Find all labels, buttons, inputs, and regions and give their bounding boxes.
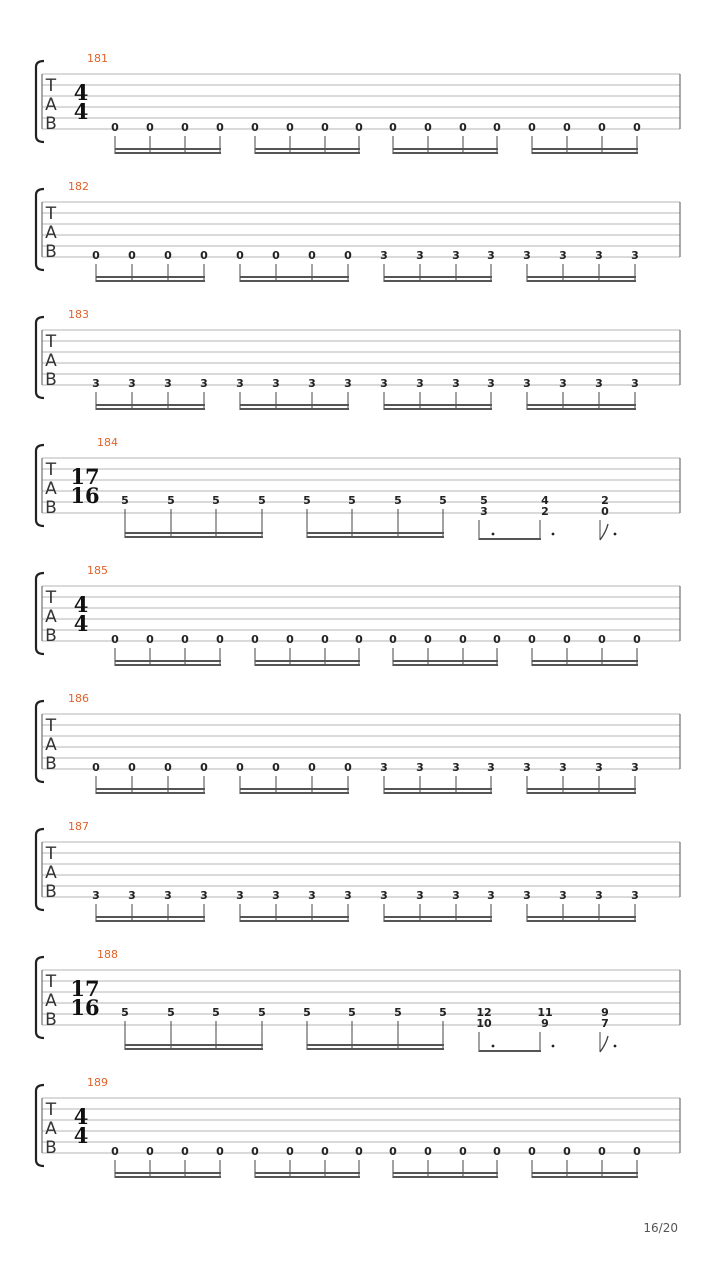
beam-secondary xyxy=(393,1172,498,1174)
fret-number: 0 xyxy=(424,121,432,134)
system-bracket xyxy=(36,317,44,398)
fret-number: 3 xyxy=(272,889,280,902)
fret-number: 5 xyxy=(303,494,311,507)
measure-number: 187 xyxy=(68,820,89,833)
fret-number: 5 xyxy=(439,1006,447,1019)
chord-fret-lower: 10 xyxy=(476,1017,492,1030)
measure-number: 186 xyxy=(68,692,89,705)
clef-b: B xyxy=(45,242,57,262)
beam-secondary xyxy=(96,404,205,406)
clef-t: T xyxy=(45,332,57,352)
clef-b: B xyxy=(45,754,57,774)
beam-secondary xyxy=(527,916,636,918)
system-bracket xyxy=(36,829,44,910)
fret-number: 0 xyxy=(200,761,208,774)
chord-fret-lower: 7 xyxy=(601,1017,609,1030)
clef-b: B xyxy=(45,498,57,518)
beam-secondary xyxy=(532,148,638,150)
fret-number: 3 xyxy=(128,889,136,902)
clef-t: T xyxy=(45,844,57,864)
chord-fret-upper: 2 xyxy=(601,494,609,507)
clef-b: B xyxy=(45,1010,57,1030)
fret-number: 3 xyxy=(452,761,460,774)
fret-number: 0 xyxy=(424,633,432,646)
fret-number: 3 xyxy=(128,377,136,390)
beam-primary xyxy=(532,1176,638,1178)
beam-secondary xyxy=(393,148,498,150)
beam-secondary xyxy=(240,404,349,406)
fret-number: 5 xyxy=(348,494,356,507)
fret-number: 5 xyxy=(303,1006,311,1019)
clef-a: A xyxy=(45,991,57,1011)
fret-number: 0 xyxy=(563,1145,571,1158)
chord-fret-lower: 2 xyxy=(541,505,549,518)
beam-primary xyxy=(115,664,221,666)
fret-number: 0 xyxy=(200,249,208,262)
beam-primary xyxy=(532,664,638,666)
fret-number: 0 xyxy=(286,633,294,646)
beam-primary xyxy=(96,280,205,282)
fret-number: 0 xyxy=(216,121,224,134)
beam-primary xyxy=(125,1048,263,1050)
fret-number: 0 xyxy=(598,1145,606,1158)
fret-number: 3 xyxy=(487,377,495,390)
fret-number: 3 xyxy=(200,889,208,902)
beam-secondary xyxy=(240,788,349,790)
fret-number: 3 xyxy=(452,249,460,262)
beam-primary xyxy=(115,1176,221,1178)
beam-secondary xyxy=(307,1044,444,1046)
beam-primary xyxy=(307,1048,444,1050)
system-bracket xyxy=(36,1085,44,1166)
fret-number: 3 xyxy=(487,761,495,774)
fret-number: 3 xyxy=(487,889,495,902)
fret-number: 0 xyxy=(272,249,280,262)
fret-number: 0 xyxy=(424,1145,432,1158)
fret-number: 0 xyxy=(528,121,536,134)
system-bracket xyxy=(36,61,44,142)
fret-number: 3 xyxy=(559,761,567,774)
beam-primary xyxy=(393,664,498,666)
clef-a: A xyxy=(45,479,57,499)
clef-t: T xyxy=(45,76,57,96)
measure-number: 188 xyxy=(97,948,118,961)
system-bracket xyxy=(36,573,44,654)
fret-number: 0 xyxy=(216,633,224,646)
fret-number: 0 xyxy=(344,761,352,774)
tab-system xyxy=(36,820,680,922)
fret-number: 0 xyxy=(286,1145,294,1158)
chord-fret-upper: 11 xyxy=(537,1006,553,1019)
beam-primary xyxy=(96,408,205,410)
fret-number: 5 xyxy=(121,1006,129,1019)
measure-number: 185 xyxy=(87,564,108,577)
fret-number: 3 xyxy=(308,889,316,902)
beam-primary xyxy=(96,792,205,794)
fret-number: 0 xyxy=(308,761,316,774)
clef-a: A xyxy=(45,607,57,627)
time-sig-denominator: 16 xyxy=(70,995,100,1020)
beam-primary xyxy=(393,152,498,154)
beam-secondary xyxy=(532,660,638,662)
clef-t: T xyxy=(45,460,57,480)
fret-number: 0 xyxy=(528,633,536,646)
measure-number: 189 xyxy=(87,1076,108,1089)
measure-number: 183 xyxy=(68,308,89,321)
fret-number: 3 xyxy=(272,377,280,390)
beam-secondary xyxy=(532,1172,638,1174)
fret-number: 0 xyxy=(286,121,294,134)
dot xyxy=(552,533,555,536)
clef-a: A xyxy=(45,95,57,115)
beam-secondary xyxy=(384,788,492,790)
dot xyxy=(614,1045,617,1048)
chord-fret-upper: 9 xyxy=(601,1006,609,1019)
chord-fret-upper: 12 xyxy=(476,1006,492,1019)
fret-number: 0 xyxy=(92,249,100,262)
time-sig-denominator: 16 xyxy=(70,483,100,508)
clef-a: A xyxy=(45,223,57,243)
time-sig-numerator: 4 xyxy=(73,80,89,105)
time-sig-numerator: 17 xyxy=(70,976,100,1001)
fret-number: 3 xyxy=(631,249,639,262)
fret-number: 0 xyxy=(493,633,501,646)
beam-primary xyxy=(384,792,492,794)
fret-number: 5 xyxy=(167,1006,175,1019)
clef-t: T xyxy=(45,972,57,992)
fret-number: 3 xyxy=(380,249,388,262)
beam-primary xyxy=(255,152,360,154)
fret-number: 0 xyxy=(344,249,352,262)
fret-number: 0 xyxy=(459,1145,467,1158)
fret-number: 3 xyxy=(344,377,352,390)
beam-secondary xyxy=(96,276,205,278)
beam-primary xyxy=(240,280,349,282)
beam-secondary xyxy=(527,276,636,278)
fret-number: 3 xyxy=(559,377,567,390)
system-bracket xyxy=(36,189,44,270)
beam-secondary xyxy=(527,404,636,406)
beam-primary xyxy=(527,792,636,794)
fret-number: 3 xyxy=(164,377,172,390)
beam-primary xyxy=(384,408,492,410)
clef-t: T xyxy=(45,716,57,736)
system-bracket xyxy=(36,701,44,782)
beam-primary xyxy=(384,280,492,282)
fret-number: 0 xyxy=(164,761,172,774)
fret-number: 3 xyxy=(452,377,460,390)
system-bracket xyxy=(36,445,44,526)
fret-number: 0 xyxy=(236,249,244,262)
fret-number: 3 xyxy=(523,761,531,774)
beam-primary xyxy=(255,1176,360,1178)
beam-secondary xyxy=(240,276,349,278)
chord-fret-lower: 9 xyxy=(541,1017,549,1030)
fret-number: 0 xyxy=(164,249,172,262)
time-sig-numerator: 4 xyxy=(73,1104,89,1129)
clef-b: B xyxy=(45,370,57,390)
fret-number: 5 xyxy=(121,494,129,507)
beam-primary xyxy=(384,920,492,922)
fret-number: 3 xyxy=(595,249,603,262)
fret-number: 0 xyxy=(633,121,641,134)
fret-number: 3 xyxy=(236,889,244,902)
fret-number: 0 xyxy=(128,249,136,262)
fret-number: 0 xyxy=(321,1145,329,1158)
measure-number: 184 xyxy=(97,436,118,449)
fret-number: 0 xyxy=(355,633,363,646)
fret-number: 3 xyxy=(416,889,424,902)
beam-primary xyxy=(125,536,263,538)
beam-primary xyxy=(527,920,636,922)
fret-number: 3 xyxy=(200,377,208,390)
fret-number: 0 xyxy=(251,1145,259,1158)
time-sig-numerator: 4 xyxy=(73,592,89,617)
clef-t: T xyxy=(45,1100,57,1120)
time-sig-denominator: 4 xyxy=(73,611,89,636)
fret-number: 0 xyxy=(111,1145,119,1158)
fret-number: 3 xyxy=(236,377,244,390)
clef-b: B xyxy=(45,626,57,646)
tab-system xyxy=(36,308,680,410)
fret-number: 5 xyxy=(394,1006,402,1019)
clef-t: T xyxy=(45,588,57,608)
beam-secondary xyxy=(96,788,205,790)
fret-number: 0 xyxy=(633,633,641,646)
fret-number: 3 xyxy=(631,761,639,774)
fret-number: 0 xyxy=(598,121,606,134)
fret-number: 0 xyxy=(181,1145,189,1158)
fret-number: 0 xyxy=(321,633,329,646)
fret-number: 3 xyxy=(164,889,172,902)
chord-beam xyxy=(479,538,541,540)
fret-number: 0 xyxy=(528,1145,536,1158)
fret-number: 3 xyxy=(380,889,388,902)
fret-number: 0 xyxy=(111,633,119,646)
fret-number: 3 xyxy=(92,889,100,902)
beam-secondary xyxy=(115,148,221,150)
tab-system xyxy=(36,564,680,666)
beam-secondary xyxy=(240,916,349,918)
fret-number: 0 xyxy=(355,121,363,134)
clef-b: B xyxy=(45,882,57,902)
beam-primary xyxy=(255,664,360,666)
fret-number: 3 xyxy=(595,889,603,902)
fret-number: 0 xyxy=(459,633,467,646)
fret-number: 3 xyxy=(523,377,531,390)
beam-primary xyxy=(307,536,444,538)
fret-number: 0 xyxy=(389,1145,397,1158)
fret-number: 3 xyxy=(344,889,352,902)
beam-primary xyxy=(240,792,349,794)
beam-primary xyxy=(393,1176,498,1178)
fret-number: 3 xyxy=(308,377,316,390)
page-number: 16/20 xyxy=(643,1221,678,1235)
beam-secondary xyxy=(255,1172,360,1174)
time-sig-denominator: 4 xyxy=(73,1123,89,1148)
beam-secondary xyxy=(393,660,498,662)
fret-number: 0 xyxy=(563,121,571,134)
fret-number: 5 xyxy=(394,494,402,507)
fret-number: 0 xyxy=(563,633,571,646)
beam-primary xyxy=(240,920,349,922)
dot xyxy=(492,533,495,536)
fret-number: 0 xyxy=(633,1145,641,1158)
tab-system xyxy=(36,1076,680,1178)
fret-number: 0 xyxy=(355,1145,363,1158)
beam-secondary xyxy=(96,916,205,918)
fret-number: 0 xyxy=(598,633,606,646)
fret-number: 5 xyxy=(212,494,220,507)
beam-primary xyxy=(240,408,349,410)
chord-fret-lower: 0 xyxy=(601,505,609,518)
fret-number: 3 xyxy=(487,249,495,262)
fret-number: 3 xyxy=(595,377,603,390)
time-sig-numerator: 17 xyxy=(70,464,100,489)
beam-primary xyxy=(527,280,636,282)
tab-system xyxy=(36,52,680,154)
fret-number: 5 xyxy=(212,1006,220,1019)
time-sig-denominator: 4 xyxy=(73,99,89,124)
beam-primary xyxy=(96,920,205,922)
beam-secondary xyxy=(384,404,492,406)
clef-a: A xyxy=(45,863,57,883)
fret-number: 0 xyxy=(181,633,189,646)
note-flag xyxy=(600,1036,608,1052)
beam-secondary xyxy=(384,916,492,918)
tab-system xyxy=(36,436,680,540)
fret-number: 3 xyxy=(523,249,531,262)
fret-number: 5 xyxy=(258,494,266,507)
beam-secondary xyxy=(125,1044,263,1046)
tab-system xyxy=(36,692,680,794)
fret-number: 3 xyxy=(380,761,388,774)
fret-number: 3 xyxy=(631,889,639,902)
dot xyxy=(614,533,617,536)
fret-number: 0 xyxy=(236,761,244,774)
fret-number: 0 xyxy=(251,633,259,646)
tab-system xyxy=(36,948,680,1052)
fret-number: 5 xyxy=(167,494,175,507)
fret-number: 0 xyxy=(146,121,154,134)
clef-b: B xyxy=(45,114,57,134)
fret-number: 0 xyxy=(308,249,316,262)
beam-secondary xyxy=(255,660,360,662)
fret-number: 0 xyxy=(216,1145,224,1158)
dot xyxy=(552,1045,555,1048)
beam-secondary xyxy=(125,532,263,534)
fret-number: 3 xyxy=(559,889,567,902)
fret-number: 0 xyxy=(389,121,397,134)
beam-secondary xyxy=(255,148,360,150)
fret-number: 0 xyxy=(493,121,501,134)
beam-primary xyxy=(115,152,221,154)
note-flag xyxy=(600,524,608,540)
fret-number: 3 xyxy=(416,249,424,262)
fret-number: 3 xyxy=(380,377,388,390)
fret-number: 0 xyxy=(389,633,397,646)
fret-number: 5 xyxy=(348,1006,356,1019)
fret-number: 0 xyxy=(181,121,189,134)
fret-number: 0 xyxy=(92,761,100,774)
fret-number: 0 xyxy=(272,761,280,774)
fret-number: 3 xyxy=(631,377,639,390)
fret-number: 3 xyxy=(416,761,424,774)
fret-number: 0 xyxy=(251,121,259,134)
fret-number: 0 xyxy=(321,121,329,134)
fret-number: 3 xyxy=(559,249,567,262)
fret-number: 3 xyxy=(595,761,603,774)
fret-number: 0 xyxy=(146,1145,154,1158)
beam-primary xyxy=(527,408,636,410)
tab-system xyxy=(36,180,680,282)
fret-number: 5 xyxy=(439,494,447,507)
measure-number: 181 xyxy=(87,52,108,65)
clef-b: B xyxy=(45,1138,57,1158)
clef-a: A xyxy=(45,735,57,755)
beam-secondary xyxy=(384,276,492,278)
beam-secondary xyxy=(115,660,221,662)
system-bracket xyxy=(36,957,44,1038)
fret-number: 3 xyxy=(452,889,460,902)
fret-number: 3 xyxy=(92,377,100,390)
clef-a: A xyxy=(45,1119,57,1139)
chord-fret-upper: 4 xyxy=(541,494,549,507)
measure-number: 182 xyxy=(68,180,89,193)
fret-number: 3 xyxy=(416,377,424,390)
clef-t: T xyxy=(45,204,57,224)
fret-number: 0 xyxy=(128,761,136,774)
beam-secondary xyxy=(115,1172,221,1174)
chord-fret-lower: 3 xyxy=(480,505,488,518)
fret-number: 0 xyxy=(111,121,119,134)
beam-primary xyxy=(532,152,638,154)
beam-secondary xyxy=(527,788,636,790)
beam-secondary xyxy=(307,532,444,534)
dot xyxy=(492,1045,495,1048)
fret-number: 3 xyxy=(523,889,531,902)
clef-a: A xyxy=(45,351,57,371)
fret-number: 0 xyxy=(493,1145,501,1158)
fret-number: 5 xyxy=(258,1006,266,1019)
fret-number: 0 xyxy=(459,121,467,134)
chord-fret-upper: 5 xyxy=(480,494,488,507)
fret-number: 0 xyxy=(146,633,154,646)
chord-beam xyxy=(479,1050,541,1052)
